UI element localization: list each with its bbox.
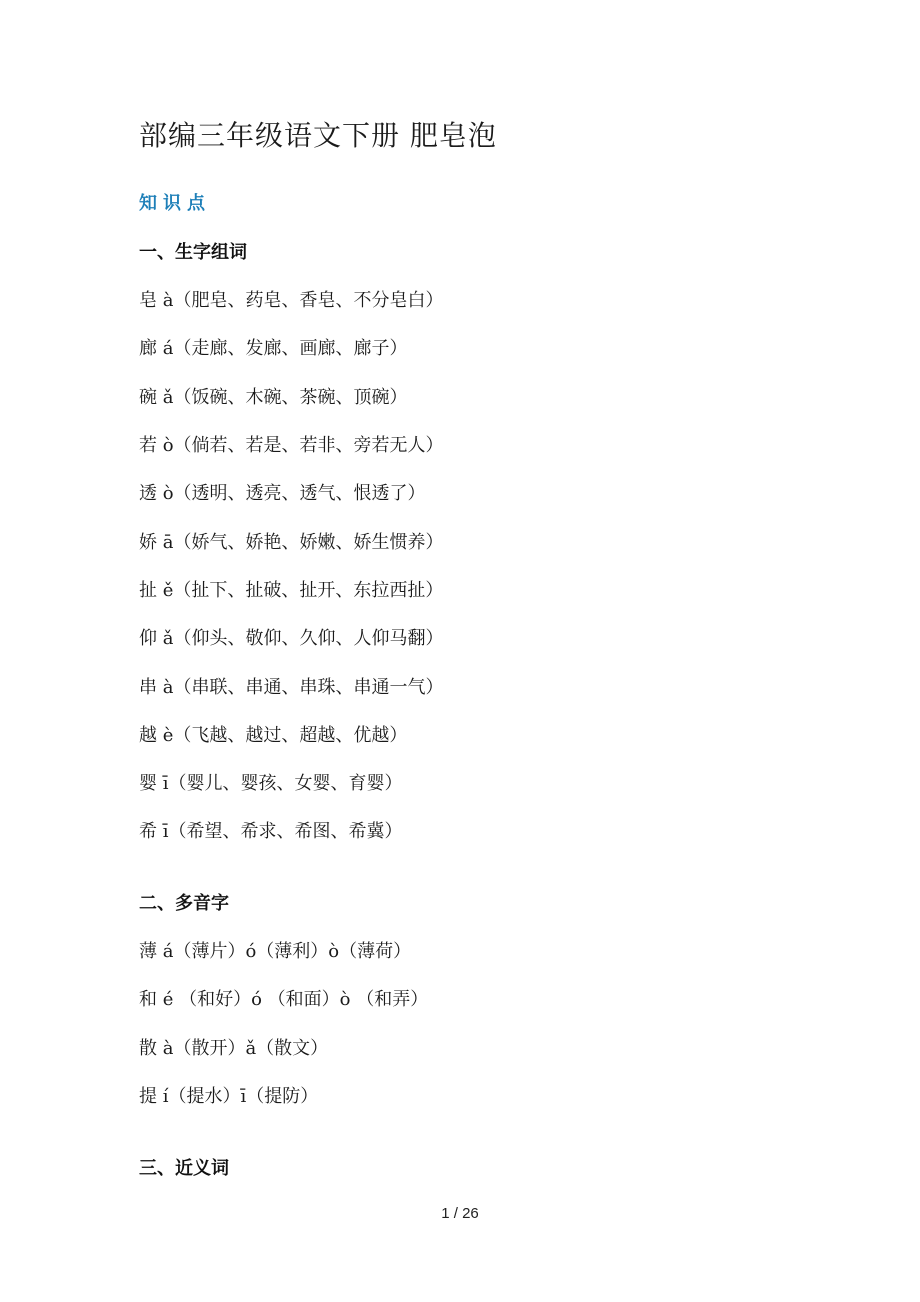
list-item: 廊 á（走廊、发廊、画廊、廊子） bbox=[139, 338, 408, 359]
list-item: 希 ī（希望、希求、希图、希冀） bbox=[139, 821, 403, 842]
list-item: 若 ò（倘若、若是、若非、旁若无人） bbox=[139, 435, 444, 456]
list-item: 串 à（串联、串通、串珠、串通一气） bbox=[139, 677, 444, 698]
list-item: 碗 ǎ（饭碗、木碗、茶碗、顶碗） bbox=[139, 387, 408, 408]
list-item: 越 è（飞越、越过、超越、优越） bbox=[139, 725, 408, 746]
list-item: 薄 á（薄片）ó（薄利）ò（薄荷） bbox=[139, 941, 412, 962]
section-heading-polyphonic-characters: 二、多音字 bbox=[139, 893, 229, 914]
page-number: 1 / 26 bbox=[441, 1205, 479, 1222]
page-title: 部编三年级语文下册 肥皂泡 bbox=[139, 119, 497, 152]
list-item: 提 í（提水）ī（提防） bbox=[139, 1086, 319, 1107]
list-item: 皂 à（肥皂、药皂、香皂、不分皂白） bbox=[139, 290, 444, 311]
list-item: 散 à（散开）ǎ（散文） bbox=[139, 1038, 329, 1059]
section-heading-synonyms: 三、近义词 bbox=[139, 1158, 229, 1179]
list-item: 扯 ě（扯下、扯破、扯开、东拉西扯） bbox=[139, 580, 444, 601]
list-item: 仰 ǎ（仰头、敬仰、久仰、人仰马翻） bbox=[139, 628, 444, 649]
list-item: 透 ò（透明、透亮、透气、恨透了） bbox=[139, 483, 426, 504]
list-item: 和 é （和好）ó （和面）ò （和弄） bbox=[139, 989, 429, 1010]
list-item: 娇 ā（娇气、娇艳、娇嫩、娇生惯养） bbox=[139, 532, 444, 553]
list-item: 婴 ī（婴儿、婴孩、女婴、育婴） bbox=[139, 773, 403, 794]
section-heading-new-characters: 一、生字组词 bbox=[139, 242, 247, 263]
knowledge-points-heading: 知识点 bbox=[139, 193, 211, 214]
